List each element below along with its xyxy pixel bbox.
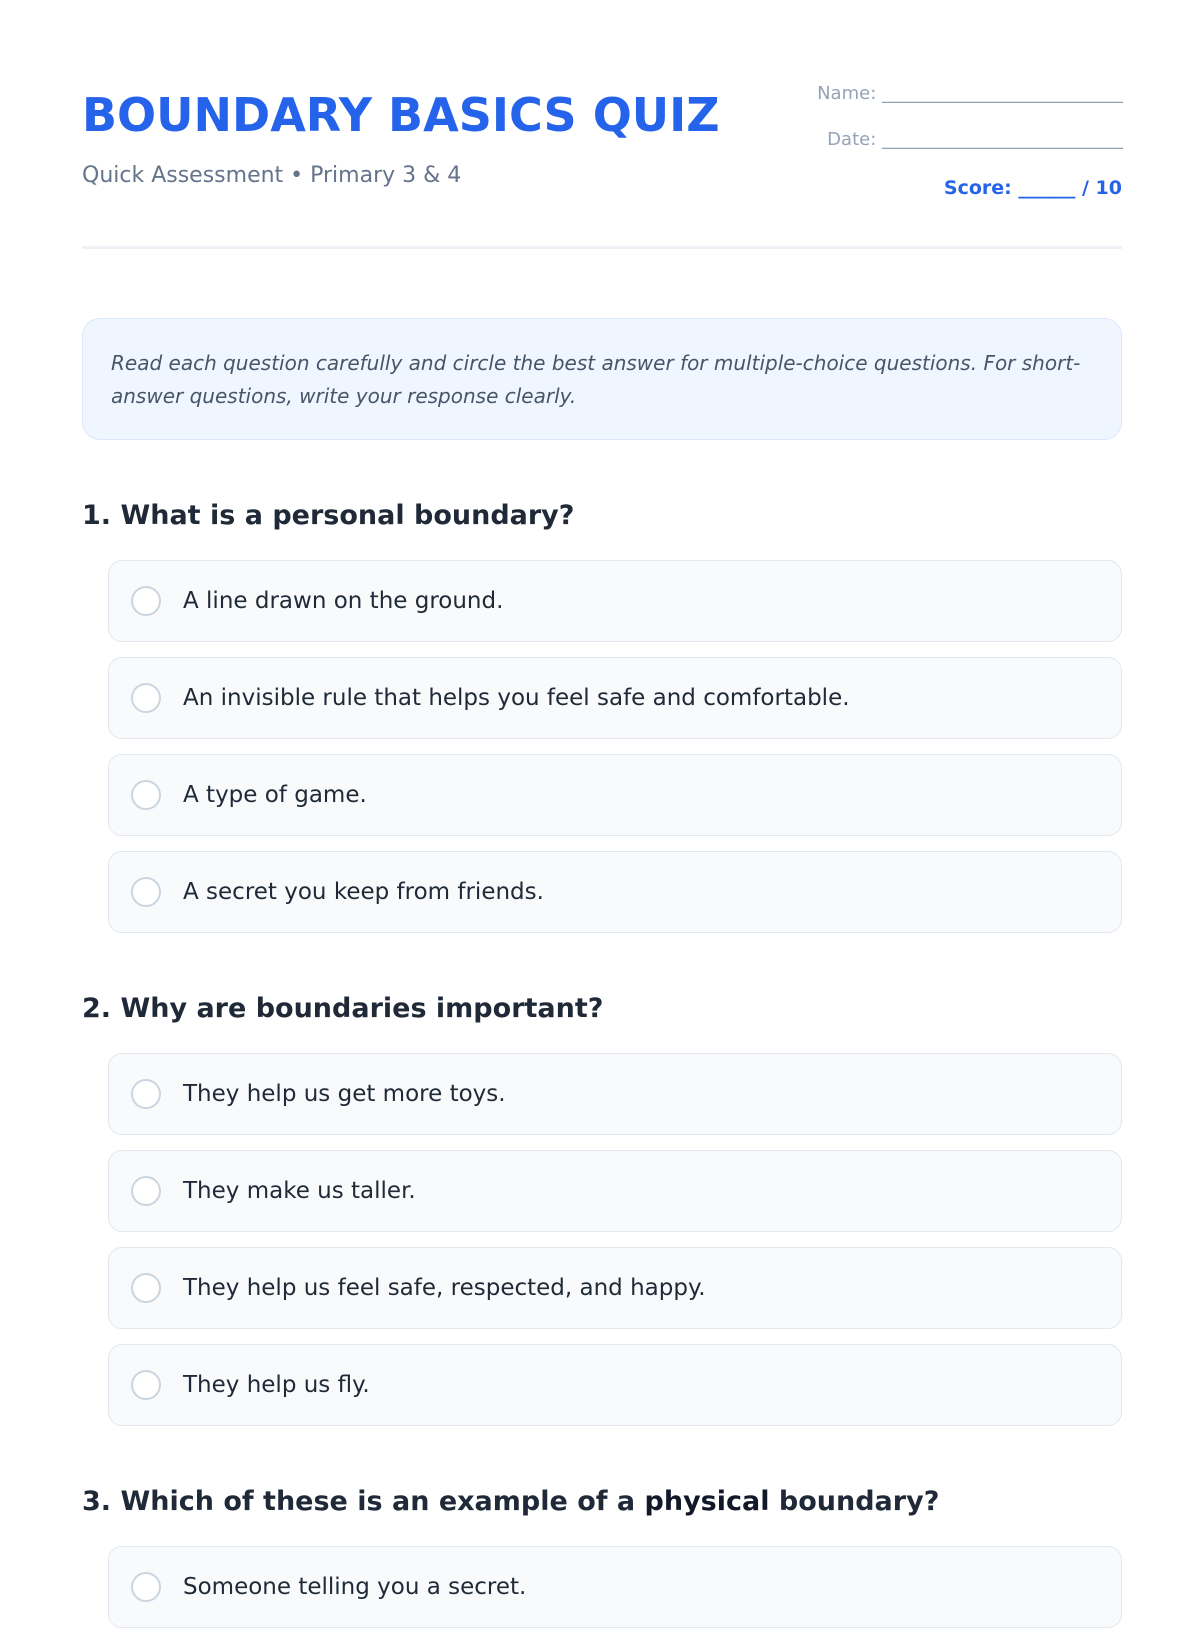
answer-option[interactable]	[108, 1344, 1122, 1426]
instructions-text: Read each question carefully and circle the best answer for multiple-choice questions. For short-answer questions, write your response clearly.	[111, 351, 1081, 408]
question-prompt-start: Which of these is an example of a	[120, 1486, 636, 1517]
name-field[interactable]	[817, 82, 1122, 106]
header-divider	[82, 246, 1122, 249]
date-label: Date:	[827, 129, 877, 150]
option-label: A type of game.	[183, 782, 367, 808]
radio-circle-icon[interactable]	[131, 780, 161, 810]
name-label: Name:	[817, 83, 877, 104]
page-title: BOUNDARY BASICS QUIZ	[82, 88, 720, 142]
question-number: 1.	[82, 500, 112, 531]
answer-option[interactable]	[108, 754, 1122, 836]
question-number: 3.	[82, 1486, 112, 1517]
question-prompt: Why are boundaries important?	[120, 993, 604, 1024]
radio-circle-icon[interactable]	[131, 1370, 161, 1400]
option-label: They help us fly.	[183, 1372, 370, 1398]
question-prompt-emphasis: physical	[644, 1486, 770, 1517]
score-label: Score:	[943, 177, 1012, 199]
radio-circle-icon[interactable]	[131, 1572, 161, 1602]
radio-circle-icon[interactable]	[131, 586, 161, 616]
quiz-page	[82, 0, 1122, 1600]
question-1	[82, 500, 1122, 905]
option-label: They help us get more toys.	[183, 1081, 506, 1107]
question-number: 2.	[82, 993, 112, 1024]
date-blank: ______________________________	[882, 129, 1122, 150]
question-3	[82, 1486, 1122, 1600]
answer-option[interactable]	[108, 657, 1122, 739]
answer-options	[108, 560, 1122, 948]
radio-circle-icon[interactable]	[131, 1079, 161, 1109]
answer-option[interactable]	[108, 1053, 1122, 1135]
question-2	[82, 993, 1122, 1398]
page-subtitle: Quick Assessment • Primary 3 & 4	[82, 163, 462, 188]
question-text	[82, 1486, 1122, 1517]
question-prompt: What is a personal boundary?	[120, 500, 575, 531]
score-total: / 10	[1082, 177, 1122, 199]
score-blank: ______	[1018, 177, 1076, 199]
answer-option[interactable]	[108, 851, 1122, 933]
option-label: They make us taller.	[183, 1178, 416, 1204]
option-label: Someone telling you a secret.	[183, 1574, 527, 1600]
answer-option[interactable]	[108, 560, 1122, 642]
radio-circle-icon[interactable]	[131, 683, 161, 713]
option-label: An invisible rule that helps you feel safe and comfortable.	[183, 685, 850, 711]
answer-options	[108, 1053, 1122, 1441]
score-field	[944, 176, 1122, 200]
date-field[interactable]	[827, 128, 1122, 152]
option-label: A line drawn on the ground.	[183, 588, 504, 614]
instructions-box	[82, 318, 1122, 440]
option-label: They help us feel safe, respected, and happy.	[183, 1275, 706, 1301]
question-text	[82, 993, 1122, 1024]
quiz-header	[82, 0, 1122, 250]
question-prompt-end: boundary?	[778, 1486, 940, 1517]
radio-circle-icon[interactable]	[131, 877, 161, 907]
option-label: A secret you keep from friends.	[183, 879, 544, 905]
question-text	[82, 500, 1122, 531]
name-blank: ______________________________	[882, 83, 1122, 104]
answer-options	[108, 1546, 1122, 1643]
radio-circle-icon[interactable]	[131, 1273, 161, 1303]
answer-option[interactable]	[108, 1546, 1122, 1628]
answer-option[interactable]	[108, 1150, 1122, 1232]
radio-circle-icon[interactable]	[131, 1176, 161, 1206]
answer-option[interactable]	[108, 1247, 1122, 1329]
